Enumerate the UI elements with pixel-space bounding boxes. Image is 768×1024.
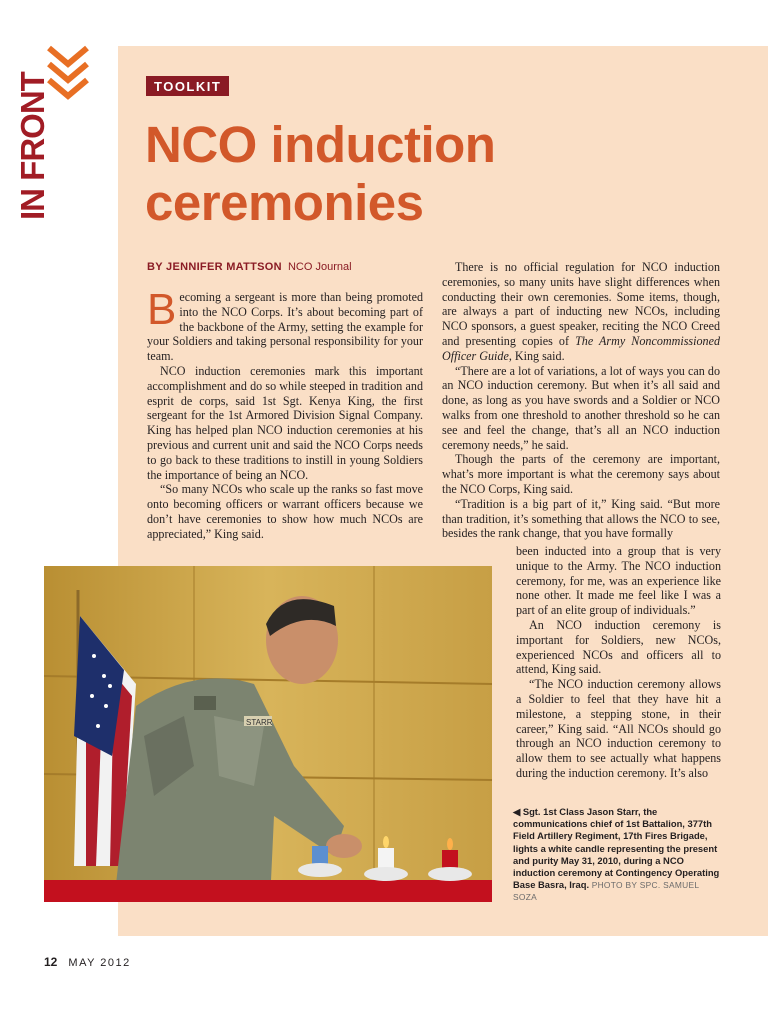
page-footer — [44, 955, 131, 969]
article-column-1 — [147, 285, 423, 542]
section-label: IN FRONT — [14, 72, 51, 220]
paragraph: NCO induction ceremonies mark this important accomplishment and do so while steeped in tradition and esprit de corps, said 1st Sgt. Kenya King, the first sergeant for the 1st Armored Division Signal Company. King has helped plan NCO induction ceremonies at his previous and current unit and said the NCO Corps needs to go back to these traditions to instill in young Soldiers the importance of being an NCO. — [147, 363, 423, 482]
article-column-3 — [516, 544, 721, 781]
issue-date: MAY 2012 — [68, 957, 131, 969]
caption-arrow-icon: ◀ — [513, 806, 521, 817]
drop-cap: B — [147, 285, 177, 334]
paragraph-text: There is no official regulation for NCO induction ceremonies, so many units have slight differences when conducting their own ceremonies. Some items, though, are always a part of inducting new NCOs, including NCO sponsors, a guest speaker, reciting the NCO Creed and presenting copies of — [442, 260, 720, 348]
paragraph: Though the parts of the ceremony are important, what’s more important is what the ceremony says about the NCO Corps, King said. — [442, 452, 720, 496]
paragraph: been inducted into a group that is very unique to the Army. The NCO induction ceremony, for me, was an experience like none other. It made me feel like I was a part of an elite group of individuals.” — [516, 544, 721, 618]
headline: NCO induction ceremonies — [145, 116, 496, 231]
nametape-text: STARR — [246, 718, 273, 727]
paragraph-text: , King said. — [508, 348, 565, 363]
red-tablecloth — [44, 880, 492, 902]
photo-illustration — [44, 566, 492, 902]
page-number: 12 — [44, 955, 58, 969]
byline-outlet: NCO Journal — [287, 261, 352, 273]
photo-caption — [513, 806, 725, 904]
paragraph: An NCO induction ceremony is important for Soldiers, new NCOs, experienced NCOs and officers all to attend, King said. — [516, 617, 721, 677]
paragraph: “Tradition is a big part of it,” King said. “But more than tradition, it’s something that allows the NCO to see, besides the rank change, that you have formally — [442, 496, 720, 541]
photo-credit: PHOTO BY SPC. SAMUEL SOZA — [513, 880, 700, 903]
byline-author: BY JENNIFER MATTSON — [147, 261, 282, 273]
paragraph: “So many NCOs who scale up the ranks so fast move onto becoming officers or warrant officers because we don’t have ceremonies to show how much NCOs are appreciated,” King said. — [147, 482, 423, 541]
paragraph — [442, 260, 720, 364]
paragraph: “The NCO induction ceremony allows a Soldier to feel that they have hit a milestone, a stepping stone, in their career,” King said. “All NCOs should go through an NCO induction ceremony to allow them to see actually what happens during the induction ceremony. It’s also — [516, 677, 721, 780]
paragraph: ecoming a sergeant is more than being promoted into the NCO Corps. It’s about becoming part of the backbone of the Army, setting the example for your Soldiers and taking personal responsibility for your team. — [147, 290, 423, 364]
caption-text: Sgt. 1st Class Jason Starr, the communications chief of 1st Battalion, 377th Field Artillery Regiment, 17th Fires Brigade, lights a white candle representing the present and purity May 31, 2010, during a NCO induction ceremony at Contingency Operating Base Basra, Iraq. — [513, 806, 720, 891]
paragraph: “There are a lot of variations, a lot of ways you can do an NCO induction ceremony. But when it’s all said and done, as long as you have swords and a Soldier or NCO walks from one threshold to another threshold so he can see and feel the change, that’s all an NCO induction ceremony needs,” he said. — [442, 363, 720, 452]
book-title: The Army Noncommissioned Officer Guide — [442, 333, 720, 363]
article-photo — [44, 566, 492, 902]
byline — [147, 261, 352, 273]
article-column-2 — [442, 260, 720, 541]
kicker-tag: TOOLKIT — [146, 76, 229, 96]
